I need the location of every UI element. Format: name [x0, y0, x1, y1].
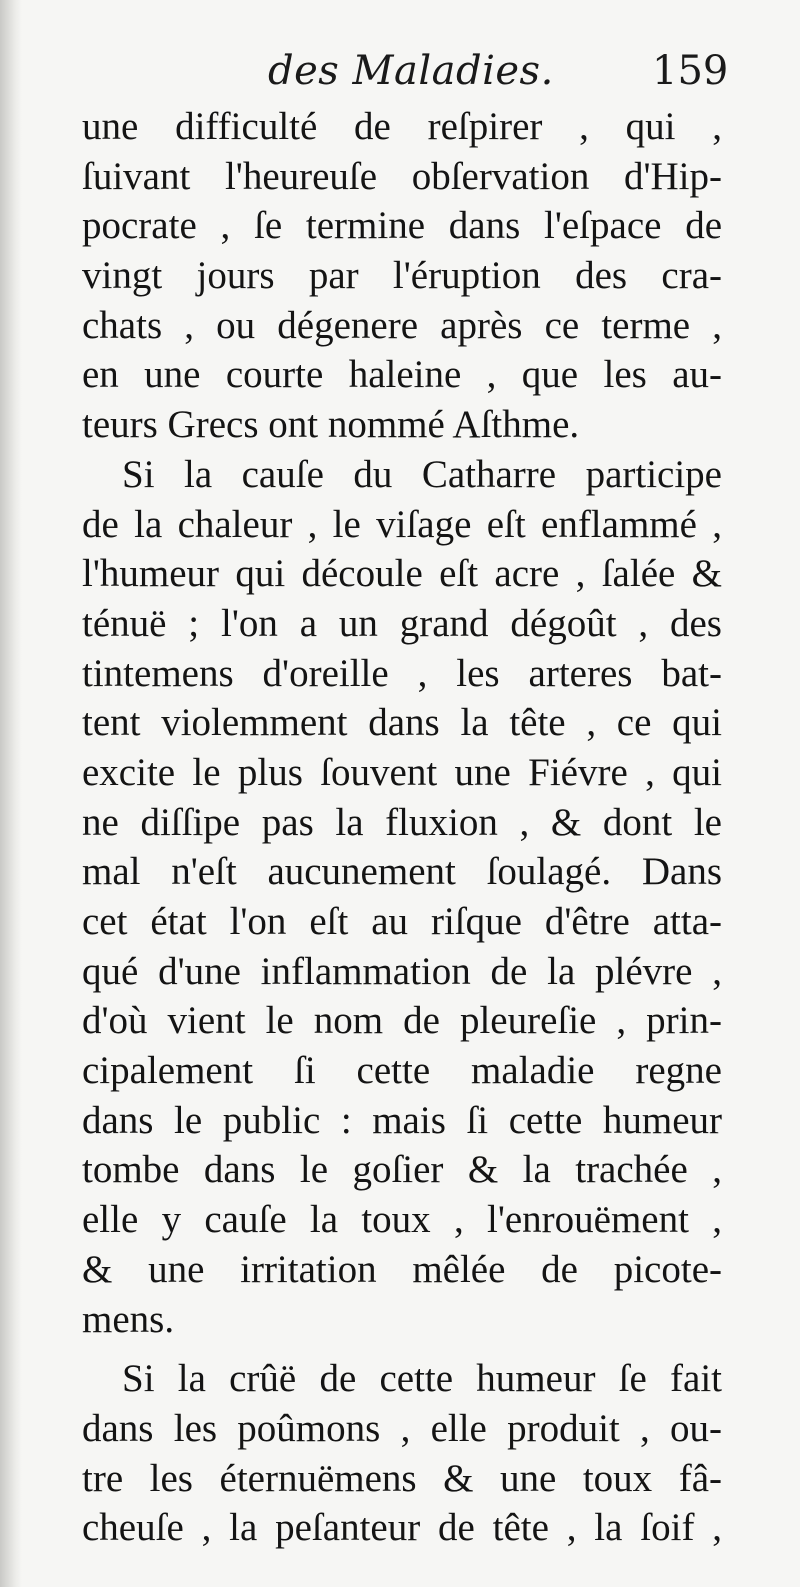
text-line: pocrate , ſe termine dans l'eſpace de — [82, 204, 722, 248]
text-line: ſuivant l'heureuſe obſervation d'Hip- — [82, 154, 722, 198]
text-line: une difficulté de reſpirer , qui , — [82, 105, 722, 148]
page-gutter-shadow — [0, 0, 22, 1587]
text-line: mens. — [82, 1297, 175, 1341]
body-text — [82, 102, 722, 1553]
text-line: cipalement ſi cette maladie regne — [82, 1049, 722, 1093]
text-line: tombe dans le goſier & la trachée , — [82, 1148, 722, 1192]
text-line: dans les poûmons , elle produit , ou- — [82, 1406, 722, 1450]
text-line: vingt jours par l'éruption des cra- — [82, 254, 722, 298]
text-line: tintemens d'oreille , les arteres bat- — [82, 651, 722, 695]
text-line: tent violemment dans la tête , ce qui — [82, 701, 722, 745]
text-line: ténuë ; l'on a un grand dégoût , des — [82, 601, 722, 645]
text-line: ne diſſipe pas la fluxion , & dont le — [82, 800, 722, 844]
text-line: dans le public : mais ſi cette humeur — [82, 1098, 722, 1142]
paragraph-gap — [82, 1344, 722, 1354]
page-number: 159 — [652, 48, 729, 94]
text-line: teurs Grecs ont nommé Aſthme. — [82, 403, 580, 447]
text-line: d'où vient le nom de pleureſie , prin- — [82, 999, 722, 1043]
text-line: tre les éternuëmens & une toux fâ- — [82, 1456, 722, 1500]
text-line: Si la crûë de cette humeur ſe fait — [122, 1357, 722, 1401]
text-line: de la chaleur , le viſage eſt enflammé , — [82, 502, 722, 546]
text-line: mal n'eſt aucunement ſoulagé. Dans — [82, 850, 722, 894]
text-line: cheuſe , la peſanteur de tête , la ſoif , — [82, 1506, 722, 1550]
text-line: Si la cauſe du Catharre participe — [122, 452, 722, 496]
text-line: l'humeur qui découle eſt acre , ſalée & — [82, 552, 722, 596]
text-line: elle y cauſe la toux , l'enrouëment , — [82, 1198, 722, 1242]
running-title: des Maladies. — [268, 48, 554, 94]
text-line: qué d'une inflammation de la plévre , — [82, 949, 722, 993]
text-line: chats , ou dégenere après ce terme , — [82, 303, 722, 347]
text-line: & une irritation mêlée de picote- — [82, 1247, 722, 1291]
text-line: excite le plus ſouvent une Fiévre , qui — [82, 750, 722, 794]
text-line: en une courte haleine , que les au- — [82, 353, 722, 397]
text-line: cet état l'on eſt au riſque d'être atta- — [82, 900, 722, 943]
